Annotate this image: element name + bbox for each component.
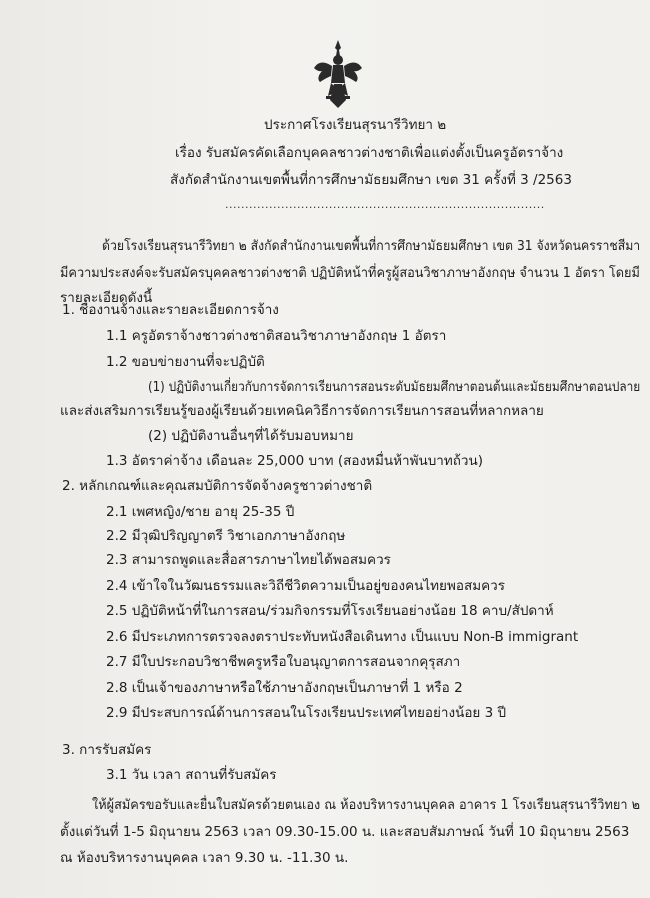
announcement-title: ประกาศโรงเรียนสุรนารีวิทยา ๒ [264,117,447,133]
section-1-subitem-cont: และส่งเสริมการเรียนรู้ของผู้เรียนด้วยเทคนิควิธีการจัดการเรียนการสอนที่หลากหลาย [60,403,544,419]
intro-line: มีความประสงค์จะรับสมัครบุคคลชาวต่างชาติ ปฏิบัติหน้าที่ครูผู้สอนวิชาภาษาอังกฤษ จำนวน 1 อัตรา โดยมี [60,265,640,281]
section-1-item: 1.2 ขอบข่ายงานที่จะปฏิบัติ [106,354,265,370]
section-2-item: 2.8 เป็นเจ้าของภาษาหรือใช้ภาษาอังกฤษเป็นภาษาที่ 1 หรือ 2 [106,680,463,696]
section-2-title: 2. หลักเกณฑ์และคุณสมบัติการจัดจ้างครูชาวต่างชาติ [62,478,373,494]
section-1-item: 1.3 อัตราค่าจ้าง เดือนละ 25,000 บาท (สองหมื่นห้าพันบาทถ้วน) [106,453,483,469]
section-3-title: 3. การรับสมัคร [62,742,152,758]
section-2-item: 2.4 เข้าใจในวัฒนธรรมและวิถีชีวิตความเป็นอยู่ของคนไทยพอสมควร [106,578,505,594]
section-1-subitem: (2) ปฏิบัติงานอื่นๆที่ได้รับมอบหมาย [148,428,354,444]
announcement-office: สังกัดสำนักงานเขตพื้นที่การศึกษามัธยมศึกษา เขต 31 ครั้งที่ 3 /2563 [170,172,572,188]
section-3-line: ณ ห้องบริหารงานบุคคล เวลา 9.30 น. -11.30 น. [60,850,349,866]
section-1-subitem: (1) ปฏิบัติงานเกี่ยวกับการจัดการเรียนการสอนระดับมัธยมศึกษาตอนต้นและมัธยมศึกษาตอนปลาย [148,379,641,395]
section-2-item: 2.9 มีประสบการณ์ด้านการสอนในโรงเรียนประเทศไทยอย่างน้อย 3 ปี [106,705,507,721]
garuda-emblem-icon [312,38,364,110]
header-divider: ................................................................................ [225,198,545,211]
section-2-item: 2.7 มีใบประกอบวิชาชีพครูหรือใบอนุญาตการสอนจากคุรุสภา [106,654,461,670]
section-3-item: 3.1 วัน เวลา สถานที่รับสมัคร [106,767,277,783]
intro-line: รายละเอียดดังนี้ [60,290,153,306]
section-2-item: 2.2 มีวุฒิปริญญาตรี วิชาเอกภาษาอังกฤษ [106,528,346,544]
announcement-subject: เรื่อง รับสมัครคัดเลือกบุคคลชาวต่างชาติเพื่อแต่งตั้งเป็นครูอัตราจ้าง [175,145,564,161]
section-3-line: ให้ผู้สมัครขอรับและยื่นใบสมัครด้วยตนเอง ณ ห้องบริหารงานบุคคล อาคาร 1 โรงเรียนสุรนารีวิทยา ๒ [92,797,640,813]
section-2-item: 2.6 มีประเภทการตรวจลงตราประทับหนังสือเดินทาง เป็นแบบ Non-B immigrant [106,629,579,645]
section-2-item: 2.3 สามารถพูดและสื่อสารภาษาไทยได้พอสมควร [106,552,391,568]
section-1-item: 1.1 ครูอัตราจ้างชาวต่างชาติสอนวิชาภาษาอังกฤษ 1 อัตรา [106,328,447,344]
intro-line: ด้วยโรงเรียนสุรนารีวิทยา ๒ สังกัดสำนักงานเขตพื้นที่การศึกษามัธยมศึกษา เขต 31 จังหวัดนครราชสีมา [102,238,641,254]
section-1-title: 1. ชื่องานจ้างและรายละเอียดการจ้าง [62,302,279,318]
section-2-item: 2.5 ปฏิบัติหน้าที่ในการสอน/ร่วมกิจกรรมที่โรงเรียนอย่างน้อย 18 คาบ/สัปดาห์ [106,603,554,619]
section-3-line: ตั้งแต่วันที่ 1-5 มิถุนายน 2563 เวลา 09.30-15.00 น. และสอบสัมภาษณ์ วันที่ 10 มิถุนายน 2563 [60,824,630,840]
section-2-item: 2.1 เพศหญิง/ชาย อายุ 25-35 ปี [106,504,295,520]
